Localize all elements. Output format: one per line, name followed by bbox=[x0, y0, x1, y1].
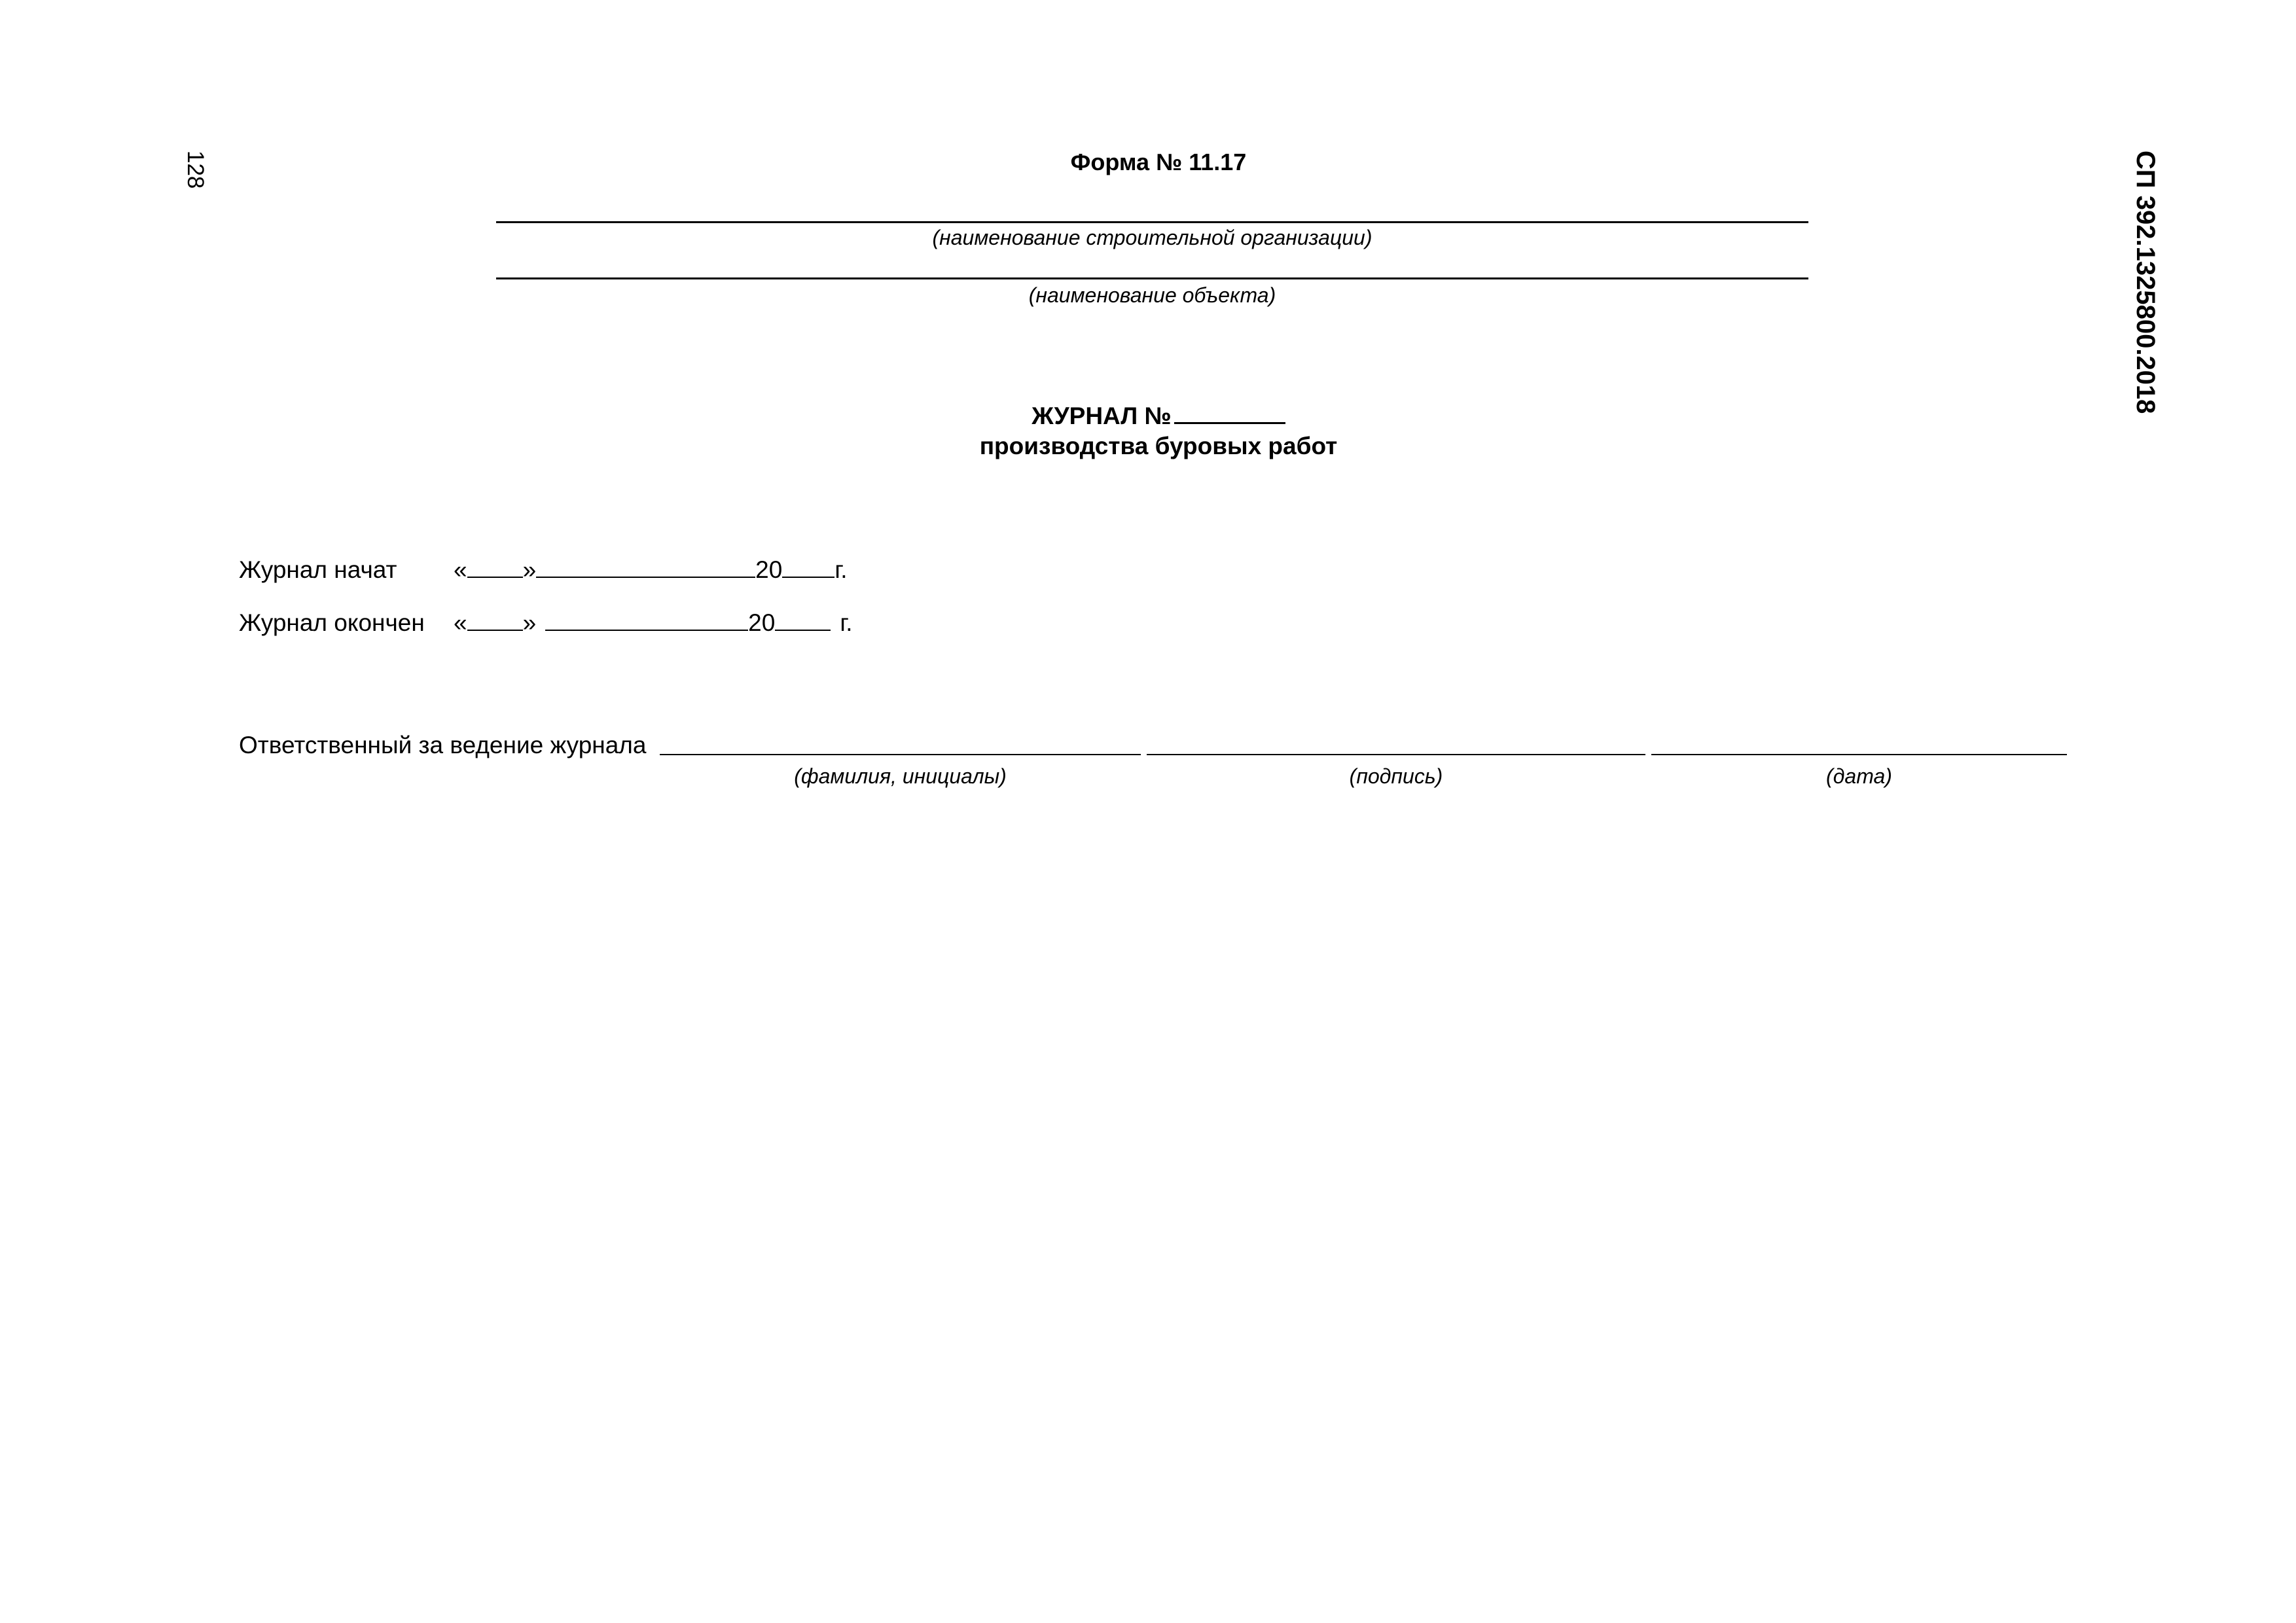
year-prefix: 20 bbox=[748, 609, 776, 636]
finished-year-blank bbox=[775, 610, 831, 631]
year-prefix: 20 bbox=[755, 556, 783, 583]
year-suffix: г. bbox=[840, 609, 853, 636]
name-caption: (фамилия, инициалы) bbox=[794, 764, 1007, 788]
started-day-blank bbox=[467, 557, 523, 578]
object-name-line bbox=[496, 277, 1808, 279]
quote-close: » bbox=[522, 556, 537, 583]
responsible-signature-line bbox=[1147, 754, 1645, 755]
journal-finished-date bbox=[454, 609, 853, 637]
organization-caption: (наименование строительной организации) bbox=[932, 226, 1372, 249]
date-caption: (дата) bbox=[1826, 764, 1892, 788]
standard-code: СП 392.1325800.2018 bbox=[2131, 151, 2160, 414]
journal-title-block bbox=[851, 401, 1466, 461]
finished-day-blank bbox=[467, 610, 523, 631]
started-year-blank bbox=[782, 557, 834, 578]
page-number: 128 bbox=[183, 151, 208, 189]
organization-name-line bbox=[496, 221, 1808, 223]
signature-caption: (подпись) bbox=[1349, 764, 1443, 788]
journal-number-heading bbox=[851, 401, 1466, 431]
quote-close: » bbox=[522, 609, 537, 636]
journal-started-label: Журнал начат bbox=[239, 556, 397, 583]
responsible-label: Ответственный за ведение журнала bbox=[239, 732, 647, 758]
journal-started-date bbox=[454, 556, 848, 584]
quote-open: « bbox=[454, 609, 467, 636]
quote-open: « bbox=[454, 556, 467, 583]
journal-finished-label: Журнал окончен bbox=[239, 609, 425, 636]
started-month-blank bbox=[536, 557, 755, 578]
journal-title-prefix: ЖУРНАЛ № bbox=[1031, 402, 1172, 429]
journal-subtitle: производства буровых работ bbox=[979, 433, 1338, 459]
journal-number-blank bbox=[1174, 404, 1285, 424]
responsible-name-line bbox=[660, 754, 1141, 755]
responsible-date-line bbox=[1651, 754, 2067, 755]
year-suffix: г. bbox=[834, 556, 848, 583]
finished-month-blank bbox=[545, 610, 748, 631]
form-title: Форма № 11.17 bbox=[1070, 149, 1247, 175]
object-caption: (наименование объекта) bbox=[1028, 283, 1276, 307]
